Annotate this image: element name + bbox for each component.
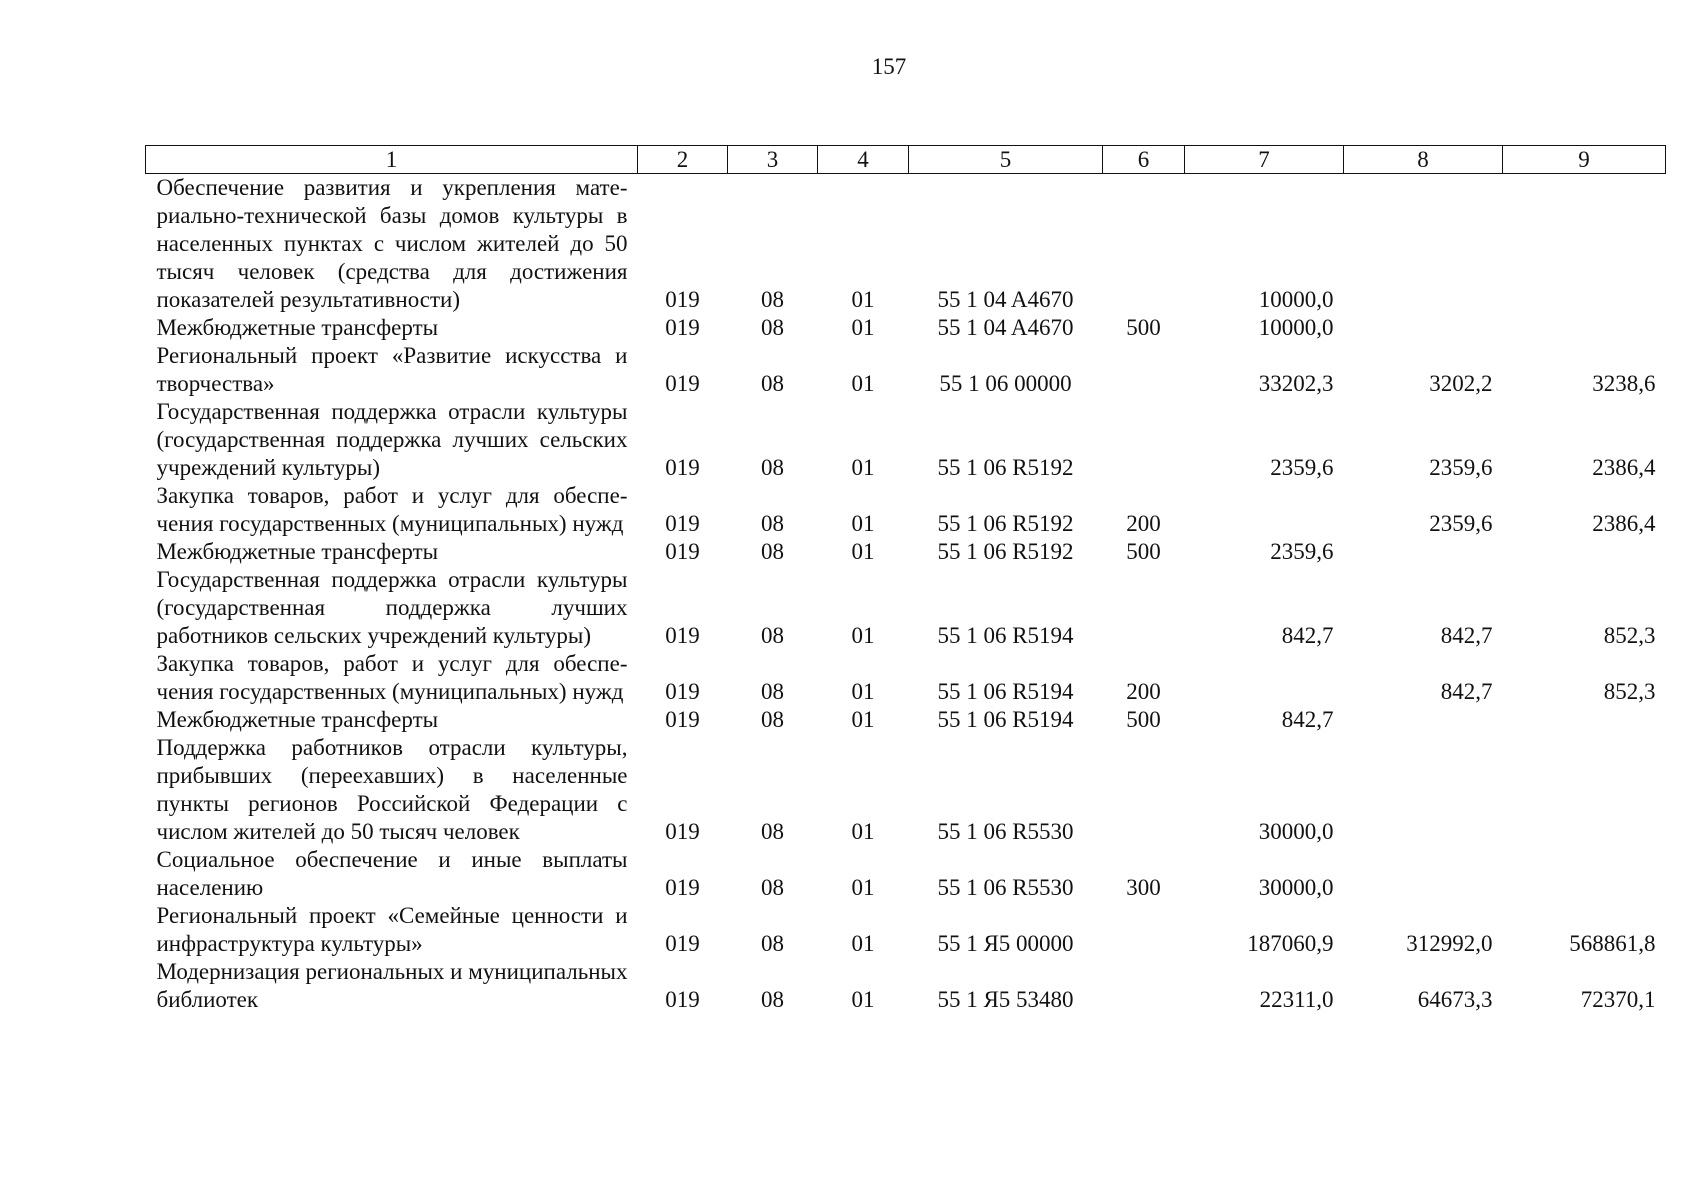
table-row — [146, 566, 1666, 650]
cell-subsection: 01 — [851, 931, 875, 956]
cell-expense-type — [1103, 958, 1185, 1014]
cell-name: Региональный проект «Развитие искусства и творчества» — [156, 343, 628, 396]
cell-section: 08 — [761, 287, 784, 312]
cell-amount-col7: 842,7 — [1281, 707, 1334, 732]
table-row — [146, 958, 1666, 1014]
cell-amount-col9 — [1503, 734, 1666, 846]
cell-amount-col8 — [1344, 846, 1503, 902]
cell-amount-col7: 10000,0 — [1258, 315, 1334, 340]
cell-amount-col8: 2359,6 — [1429, 511, 1493, 536]
cell-amount-col8: 842,7 — [1440, 623, 1493, 648]
col-header-1: 1 — [146, 146, 638, 174]
cell-subsection: 01 — [851, 539, 875, 564]
cell-admin-code: 019 — [665, 371, 700, 396]
cell-name: Межбюджетные трансферты — [156, 707, 439, 732]
cell-subsection: 01 — [851, 371, 875, 396]
cell-target-article: 55 1 06 R5192 — [937, 539, 1074, 564]
cell-amount-col7 — [1185, 482, 1344, 538]
cell-expense-type: 500 — [1126, 539, 1161, 564]
cell-section: 08 — [761, 679, 784, 704]
cell-amount-col7: 2359,6 — [1270, 539, 1334, 564]
cell-amount-col8: 842,7 — [1440, 679, 1493, 704]
cell-section: 08 — [761, 539, 784, 564]
cell-section: 08 — [761, 315, 784, 340]
col-header-6: 6 — [1103, 146, 1185, 174]
cell-amount-col8 — [1344, 314, 1503, 342]
table-row — [146, 902, 1666, 958]
cell-amount-col9 — [1503, 706, 1666, 734]
table-row — [146, 342, 1666, 398]
cell-subsection: 01 — [851, 987, 875, 1012]
cell-name: Закупка товаров, работ и услуг для обеспечения государственных (муниципальных) нужд — [156, 483, 628, 536]
cell-amount-col8 — [1344, 174, 1503, 315]
cell-amount-col9: 568861,8 — [1569, 931, 1656, 956]
cell-amount-col7: 30000,0 — [1258, 819, 1334, 844]
header-row — [146, 146, 1666, 174]
col-header-8: 8 — [1344, 146, 1503, 174]
table-row — [146, 706, 1666, 734]
cell-amount-col7: 10000,0 — [1258, 287, 1334, 312]
cell-amount-col8: 3202,2 — [1429, 371, 1493, 396]
cell-subsection: 01 — [851, 287, 875, 312]
cell-amount-col8 — [1344, 734, 1503, 846]
cell-subsection: 01 — [851, 707, 875, 732]
cell-target-article: 55 1 06 00000 — [939, 371, 1072, 396]
table-row — [146, 482, 1666, 538]
table-row — [146, 734, 1666, 846]
cell-subsection: 01 — [851, 315, 875, 340]
cell-target-article: 55 1 06 R5194 — [937, 679, 1074, 704]
cell-expense-type — [1103, 398, 1185, 482]
table-row — [146, 650, 1666, 706]
cell-amount-col9 — [1503, 174, 1666, 315]
cell-amount-col9: 2386,4 — [1592, 455, 1656, 480]
cell-section: 08 — [761, 875, 784, 900]
cell-expense-type — [1103, 174, 1185, 315]
cell-name: Государственная поддержка отрасли культуры (государственная поддержка лучших работников сельских учреждений культуры) — [156, 567, 628, 648]
cell-target-article: 55 1 06 R5530 — [937, 875, 1074, 900]
cell-admin-code: 019 — [665, 875, 700, 900]
cell-subsection: 01 — [851, 679, 875, 704]
cell-admin-code: 019 — [665, 819, 700, 844]
cell-name: Межбюджетные трансферты — [156, 539, 439, 564]
cell-amount-col9 — [1503, 846, 1666, 902]
table-row — [146, 398, 1666, 482]
cell-subsection: 01 — [851, 875, 875, 900]
cell-admin-code: 019 — [665, 287, 700, 312]
cell-expense-type: 200 — [1126, 679, 1161, 704]
table-row — [146, 538, 1666, 566]
cell-expense-type: 200 — [1126, 511, 1161, 536]
cell-section: 08 — [761, 623, 784, 648]
cell-admin-code: 019 — [665, 987, 700, 1012]
cell-name: Региональный проект «Семейные ценности и инфраструктура культуры» — [156, 903, 628, 956]
cell-name: Межбюджетные трансферты — [156, 315, 439, 340]
cell-subsection: 01 — [851, 511, 875, 536]
cell-expense-type — [1103, 734, 1185, 846]
cell-amount-col7: 30000,0 — [1258, 875, 1334, 900]
cell-name: Социальное обеспечение и иные выплаты населению — [156, 847, 628, 900]
cell-name: Модернизация региональных и муниципальных библиотек — [156, 959, 628, 1012]
cell-subsection: 01 — [851, 623, 875, 648]
cell-admin-code: 019 — [665, 707, 700, 732]
col-header-3: 3 — [728, 146, 818, 174]
cell-section: 08 — [761, 707, 784, 732]
cell-amount-col8: 312992,0 — [1406, 931, 1493, 956]
cell-amount-col9: 3238,6 — [1592, 371, 1656, 396]
cell-admin-code: 019 — [665, 679, 700, 704]
cell-name: Поддержка работников отрасли культуры, прибывших (переехавших) в населенные пункты регионов Российской Федерации с числом жителей до 50 тысяч человек — [156, 735, 628, 844]
cell-admin-code: 019 — [665, 931, 700, 956]
cell-amount-col9: 2386,4 — [1592, 511, 1656, 536]
cell-expense-type: 300 — [1126, 875, 1161, 900]
cell-amount-col9: 72370,1 — [1580, 987, 1656, 1012]
cell-admin-code: 019 — [665, 455, 700, 480]
col-header-7: 7 — [1185, 146, 1344, 174]
cell-expense-type — [1103, 566, 1185, 650]
table-row — [146, 846, 1666, 902]
cell-admin-code: 019 — [665, 315, 700, 340]
cell-amount-col7: 33202,3 — [1258, 371, 1334, 396]
cell-admin-code: 019 — [665, 511, 700, 536]
cell-section: 08 — [761, 987, 784, 1012]
cell-expense-type — [1103, 902, 1185, 958]
cell-amount-col8: 2359,6 — [1429, 455, 1493, 480]
cell-target-article: 55 1 04 A4670 — [937, 287, 1074, 312]
cell-expense-type — [1103, 342, 1185, 398]
cell-admin-code: 019 — [665, 539, 700, 564]
cell-section: 08 — [761, 371, 784, 396]
cell-amount-col9 — [1503, 314, 1666, 342]
cell-section: 08 — [761, 819, 784, 844]
cell-target-article: 55 1 06 R5194 — [937, 623, 1074, 648]
cell-target-article: 55 1 Я5 53480 — [937, 987, 1074, 1012]
cell-section: 08 — [761, 455, 784, 480]
cell-amount-col7: 2359,6 — [1270, 455, 1334, 480]
cell-target-article: 55 1 06 R5192 — [937, 455, 1074, 480]
cell-amount-col8: 64673,3 — [1417, 987, 1493, 1012]
cell-amount-col8 — [1344, 538, 1503, 566]
cell-target-article: 55 1 06 R5530 — [937, 819, 1074, 844]
col-header-2: 2 — [638, 146, 728, 174]
cell-amount-col9 — [1503, 538, 1666, 566]
cell-amount-col7: 187060,9 — [1247, 931, 1334, 956]
budget-table — [145, 145, 1666, 1014]
cell-section: 08 — [761, 511, 784, 536]
cell-amount-col9: 852,3 — [1603, 623, 1656, 648]
cell-amount-col7 — [1185, 650, 1344, 706]
cell-name: Закупка товаров, работ и услуг для обеспечения государственных (муниципальных) нужд — [156, 651, 628, 704]
cell-name: Государственная поддержка отрасли культуры (государственная поддержка лучших сельских учреждений культуры) — [156, 399, 628, 480]
cell-subsection: 01 — [851, 455, 875, 480]
cell-name: Обеспечение развития и укрепления материально-технической базы домов культуры в населенных пунктах с числом жителей до 50 тысяч человек (средства для достижения показателей результативности) — [156, 175, 628, 312]
col-header-9: 9 — [1503, 146, 1666, 174]
cell-admin-code: 019 — [665, 623, 700, 648]
cell-subsection: 01 — [851, 819, 875, 844]
table-body — [146, 174, 1666, 1015]
cell-target-article: 55 1 06 R5192 — [937, 511, 1074, 536]
cell-target-article: 55 1 Я5 00000 — [937, 931, 1074, 956]
cell-amount-col9: 852,3 — [1603, 679, 1656, 704]
cell-target-article: 55 1 06 R5194 — [937, 707, 1074, 732]
col-header-5: 5 — [909, 146, 1103, 174]
cell-section: 08 — [761, 931, 784, 956]
cell-target-article: 55 1 04 A4670 — [937, 315, 1074, 340]
table-row — [146, 314, 1666, 342]
cell-expense-type: 500 — [1126, 707, 1161, 732]
cell-amount-col8 — [1344, 706, 1503, 734]
cell-amount-col7: 842,7 — [1281, 623, 1334, 648]
cell-expense-type: 500 — [1126, 315, 1161, 340]
col-header-4: 4 — [818, 146, 909, 174]
cell-amount-col7: 22311,0 — [1259, 987, 1334, 1012]
table-row — [146, 174, 1666, 315]
page-number: 157 — [871, 54, 907, 79]
